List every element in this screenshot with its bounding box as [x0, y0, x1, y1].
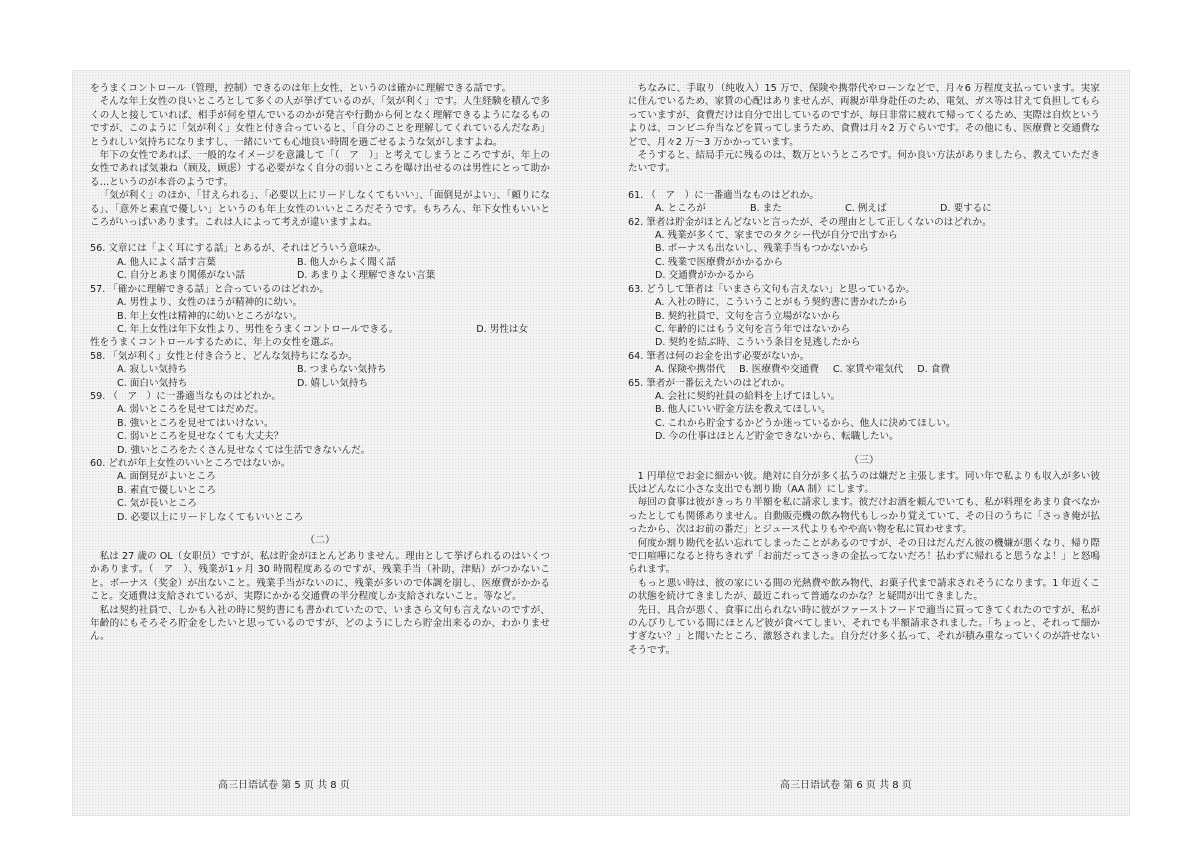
question-65	[628, 377, 1100, 444]
option[interactable]: A. 男性より、女性のほうが精神的に幼い。	[117, 297, 303, 309]
question-59	[90, 390, 550, 457]
left-page	[90, 82, 550, 644]
option[interactable]: C. これから貯金するかどうか迷っているから、他人に決めてほしい。	[655, 417, 956, 429]
section-heading-3: （三）	[849, 454, 879, 466]
option[interactable]: D. 強いところをたくさん見せなくては生活できないんだ。	[117, 444, 371, 456]
question-stem: 56. 文章には「よく耳にする話」とあるが、それはどういう意味か。	[90, 243, 387, 255]
option[interactable]: C. 残業で医療費がかかるから	[655, 256, 783, 268]
option-d-continued[interactable]: 性をうまくコントロールするために、年上の女性を選ぶ。	[90, 337, 340, 349]
option[interactable]: D. 契約を結ぶ時、こういう条目を見逃したから	[655, 337, 861, 349]
question-64	[628, 350, 1100, 377]
question-stem: 61. （ ア ）に一番適当なものはどれか。	[628, 189, 819, 201]
option[interactable]: B. 年上女性は精神的に幼いところがない。	[117, 310, 303, 322]
question-61	[628, 189, 1100, 216]
question-stem: 60. どれが年上女性のいいところではないか。	[90, 457, 291, 469]
option[interactable]: A. 寂しい気持ち	[117, 364, 188, 376]
passage-2-cont-para: ちなみに、手取り（纯收入）15 万で、保険や携帯代やローンなどで、月々6 万程度支払っています。実家に住んでいるため、家賃の心配はありませんが、両親が単身赴任のため、電気、ガス等は甘えて負担してもらっていますが、食費だけは自分で出しているのですが、毎日非常に疲れて帰ってくるため、実際は自炊というよりは、コンビニ弁当などを買ってしまうため、食費は月々2 万ぐらいです。その他にも、医療費と交通費などで、月々2 万～3 万かかっています。	[628, 83, 1100, 148]
question-60	[90, 457, 550, 524]
option[interactable]: A. 他人によく話す言葉	[117, 256, 216, 268]
option[interactable]: A. 会社に契約社員の給料を上げてほしい。	[655, 390, 841, 402]
left-intro-line: をうまくコントロール（管理，控制）できるのは年上女性、というのは確かに理解できる話です。	[90, 83, 512, 94]
option[interactable]: C. 年齢的にはもう文句を言う年ではないから	[655, 323, 851, 335]
left-intro-para: そんな年上女性の良いところとして多くの人が挙げているのが、「気が利く」です。人生経験を積んで多くの人と接していれば、相手が何を望んでいるのかが発言や行動から何となく理解できるようになるものですが、このように「気が利く」女性と付き合っていると、「自分のことを理解してくれているんだなあ」とうれしい気持ちになりますし、一緒にいても心地良い時間を過ごせるような気がしますよね。	[90, 96, 550, 148]
option[interactable]: C. 弱いところを見せなくても大丈夫？	[117, 431, 284, 443]
passage-3-para: もっと悪い時は、彼の家にいる間の光熱費や飲み物代、お菓子代まで請求されそうになります。1 年近くこの状態を続けてきましたが、最近これって普通なのかな？と疑問が出てきました。	[628, 577, 1100, 603]
option[interactable]: D. 必要以上にリードしなくてもいいところ	[117, 511, 304, 523]
option[interactable]: A. ところが	[655, 203, 706, 215]
option[interactable]: C. 例えば	[845, 203, 887, 215]
option[interactable]: C. 気が長いところ	[117, 498, 197, 510]
passage-2-para: 私は 27 歳の OL（女职员）ですが、私は貯金がほとんどありません。理由として挙げられるのはいくつかあります。（ ア ）、残業が1ヶ月 30 時間程度あるのですが、残業手当（补助，津贴）がつかないこと。ボーナス（奖金）が出ないこと。残業手当がないのに、残業が多いので体調を崩し、医療費がかかること。交通費は支給されているが、実際にかかる交通費の半分程度しか支給されないこと。等など。	[90, 551, 550, 603]
question-stem: 57. 「確かに理解できる話」と合っているのはどれか。	[90, 283, 329, 295]
option[interactable]: B. 強いところを見せてはいけない。	[117, 417, 274, 429]
question-62	[628, 216, 1100, 283]
option[interactable]: B. 契約社員で、文句を言う立場がないから	[655, 310, 841, 322]
option-c[interactable]: C. 年上女性は年下女性より、男性をうまくコントロールできる。	[117, 323, 399, 335]
option-d-start[interactable]: D. 男性は女	[476, 323, 529, 335]
option[interactable]: A. 入社の時に、こういうことがもう契約書に書かれたから	[655, 297, 908, 309]
passage-3-para: 毎回の食事は彼がきっちり半額を私に請求します。彼だけお酒を頼んでいても、私が料理をあまり食べなかったとしても関係ありません。自動販売機の飲み物代もしっかり覚えていて、その日のうちに「さっき俺が払ったから、次はお前の番だ」とジュース代よりもやや高い物を私に買わせます。	[628, 497, 1100, 536]
question-stem: 58. 「気が利く」女性と付き合うと、どんな気持ちになるか。	[90, 350, 358, 362]
question-56	[90, 242, 550, 282]
passage-3-para: 先日、具合が悪く、食事に出られない時に彼がファーストフードで適当に買ってきてくれたのですが、私がのんびりしている間にほとんど彼が食べてしまい、それでも半額請求されました。「ちょっと、それって細かすぎない？」と聞いたところ、激怒されました。自分だけ多く払って、それが積み重なっていくのが許せないそうです。	[628, 604, 1100, 656]
question-stem: 62. 筆者は貯金がほとんどないと言ったが、その理由として正しくないのはどれか。	[628, 216, 992, 228]
section-heading-2: （二）	[305, 535, 335, 546]
left-intro-para: 年下の女性であれば、一般的なイメージを意識して「（ ア ）」と考えてしまうところですが、年上の女性であれば気兼ね（顾及，顾虑）する必要がなく自分の弱いところを曝け出せるのは男性にとって助かる…というのが本音のようです。	[90, 150, 550, 188]
question-63	[628, 283, 1100, 350]
option[interactable]: D. あまりよく理解できない言葉	[297, 270, 436, 282]
option[interactable]: A. 残業が多くて、家までのタクシー代が自分で出すから	[655, 230, 898, 242]
option[interactable]: A. 保険や携帯代	[655, 364, 726, 376]
page-footer-left: 高三日语试卷 第 5 页 共 8 页	[218, 780, 350, 791]
option[interactable]: B. ボーナスも出ないし、残業手当もつかないから	[655, 243, 869, 255]
question-stem: 59. （ ア ）に一番適当なものはどれか。	[90, 390, 281, 402]
option[interactable]: B. 医療費や交通費	[739, 364, 819, 376]
question-stem: 64. 筆者は何のお金を出す必要がないか。	[628, 350, 810, 362]
option[interactable]: B. 素直で優しいところ	[117, 484, 217, 496]
option[interactable]: B. 他人からよく聞く話	[297, 256, 397, 268]
option[interactable]: B. つまらない気持ち	[297, 364, 387, 376]
option[interactable]: D. 食費	[917, 364, 950, 376]
option[interactable]	[90, 323, 550, 336]
option[interactable]: D. 嬉しい気持ち	[297, 377, 369, 389]
question-58	[90, 350, 550, 390]
option[interactable]: B. また	[750, 203, 782, 215]
passage-2-cont-para: そうすると、結局手元に残るのは、数万というところです。何か良い方法がありましたら、教えていただきたいです。	[628, 150, 1100, 175]
option[interactable]: C. 自分とあまり関係がない話	[117, 270, 245, 282]
passage-3-para: 1 円単位でお金に細かい彼。絶対に自分が多く払うのは嫌だと主張します。同い年で私よりも収入が多い彼氏はどんなに小さな支出でも割り勘（AA 制）にします。	[628, 470, 1100, 495]
passage-2-para: 私は契約社員で、しかも入社の時に契約書にも書かれていたので、いまさら文句も言えないのですが、年齢的にもそろそろ貯金をしたいと思っているのですが、どのようにしたら貯金出来るのか、わかりません。	[90, 604, 550, 643]
option[interactable]: D. 要するに	[940, 203, 992, 215]
right-page	[628, 82, 1100, 657]
question-stem: 63. どうして筆者は「いまさら文句も言えない」と思っているか。	[628, 283, 915, 295]
option[interactable]: A. 面倒見がよいところ	[117, 471, 216, 483]
question-stem: 65. 筆者が一番伝えたいのはどれか。	[628, 377, 791, 389]
left-intro-para: 「気が利く」のほか、「甘えられる」、「必要以上にリードしなくてもいい」、「面倒見がよい」、「頼りになる」、「意外と素直で優しい」というのも年上女性のいいところだそうです。もちろん、年下女性もいいところがいっぱいあります。これは人によって考えが違いますよね。	[90, 190, 550, 229]
option[interactable]: C. 面白い気持ち	[117, 377, 188, 389]
passage-3-para: 何度か割り勘代を払い忘れてしまったことがあるのですが、その日はだんだん彼の機嫌が悪くなり、帰り際で口喧嘩になると待ちきれず「お前だってさっきの金払ってないだろ！払わずに帰れると思うなよ！」と怒鳴られます。	[628, 537, 1100, 576]
question-57	[90, 283, 550, 350]
option[interactable]: C. 家賃や電気代	[832, 364, 904, 376]
option[interactable]: A. 弱いところを見せてはだめだ。	[117, 404, 264, 416]
option[interactable]: D. 今の仕事はほとんど貯金できないから、転職したい。	[655, 431, 899, 443]
page-footer-right: 高三日语试卷 第 6 页 共 8 页	[780, 780, 912, 791]
option[interactable]: B. 他人にいい貯金方法を教えてほしい。	[655, 404, 831, 416]
option[interactable]: D. 交通費がかかるから	[655, 270, 755, 282]
